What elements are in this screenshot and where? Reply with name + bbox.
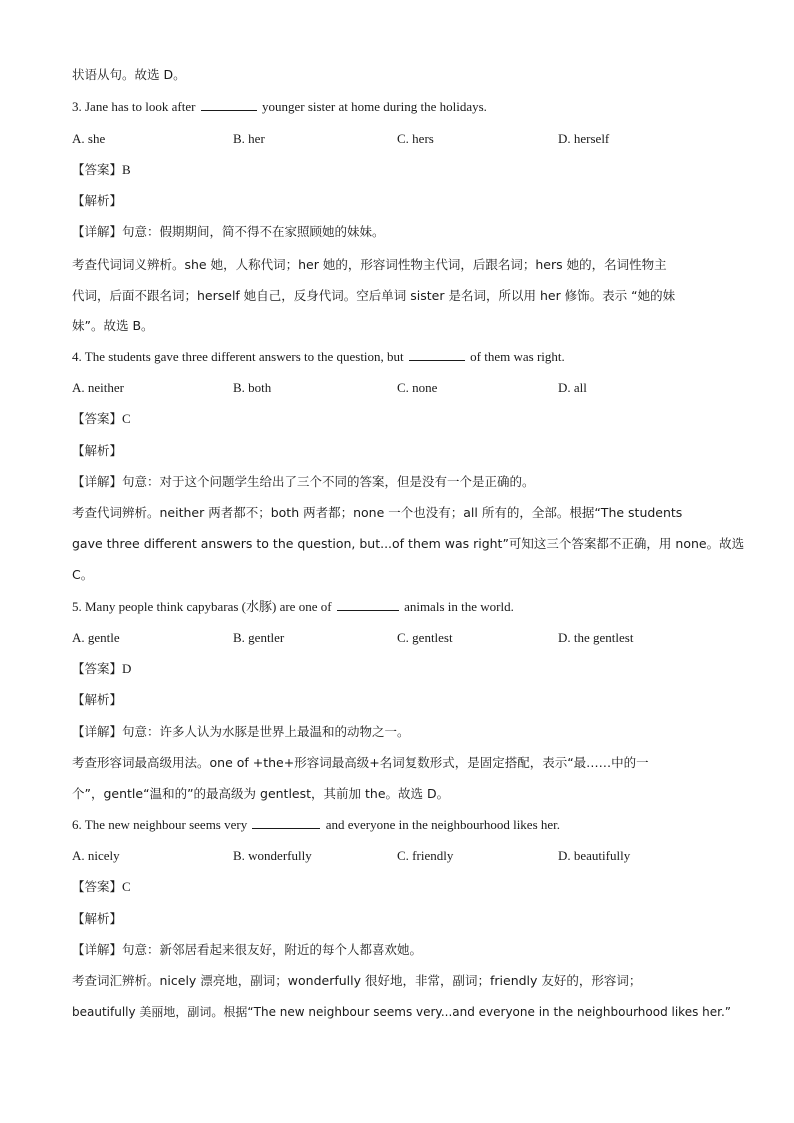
- intro-text: 状语从句。故选 D。: [72, 67, 186, 82]
- question-5-option-c: C. gentlest: [397, 630, 453, 645]
- question-3-option-c: C. hers: [397, 131, 434, 146]
- question-5-option-b: B. gentler: [233, 630, 285, 645]
- question-6-option-d: D. beautifully: [558, 848, 631, 863]
- question-6-analysis-tag: 【解析】: [72, 911, 123, 926]
- question-5-stem: 5. Many people think capybaras (水豚) are one of animals in the world.: [72, 599, 514, 614]
- answer-blank: [337, 598, 399, 611]
- question-5-explain-1: 考查形容词最高级用法。one of +the+形容词最高级+名词复数形式，是固定搭配，表示“最……中的一: [72, 755, 649, 770]
- question-6-answer: 【答案】C: [72, 879, 131, 894]
- answer-blank: [252, 816, 320, 829]
- question-4-explain-1: 考查代词辨析。neither 两者都不；both 两者都；none 一个也没有；all 所有的，全部。根据“The students: [72, 505, 683, 520]
- question-4-explain-3: C。: [72, 567, 94, 582]
- question-5-answer: 【答案】D: [72, 661, 132, 676]
- question-3-detail: 【详解】句意：假期期间，简不得不在家照顾她的妹妹。: [72, 224, 385, 239]
- question-5-explain-2: 个”，gentle“温和的”的最高级为 gentlest，其前加 the。故选 D。: [72, 786, 450, 801]
- question-4-option-c: C. none: [397, 380, 438, 395]
- question-5-option-d: D. the gentlest: [558, 630, 634, 645]
- question-5-detail: 【详解】句意：许多人认为水豚是世界上最温和的动物之一。: [72, 724, 410, 739]
- question-6-option-c: C. friendly: [397, 848, 454, 863]
- question-3-explain-2: 代词，后面不跟名词；herself 她自己，反身代词。空后单词 sister 是名词，所以用 her 修饰。表示 “她的妹: [72, 288, 676, 303]
- question-6-option-b: B. wonderfully: [233, 848, 312, 863]
- question-3-option-b: B. her: [233, 131, 265, 146]
- question-6-explain-2: beautifully 美丽地，副词。根据“The new neighbour seems very...and everyone in the neighbourhood likes her.”: [72, 1005, 732, 1019]
- answer-blank: [409, 348, 465, 361]
- question-5-option-a: A. gentle: [72, 630, 120, 645]
- question-4-stem: 4. The students gave three different answers to the question, but of them was right.: [72, 349, 565, 364]
- question-6-stem: 6. The new neighbour seems very and everyone in the neighbourhood likes her.: [72, 817, 561, 832]
- question-4-analysis-tag: 【解析】: [72, 443, 123, 458]
- question-3-option-d: D. herself: [558, 131, 610, 146]
- question-3-answer: 【答案】B: [72, 162, 131, 177]
- question-6-explain-1: 考查词汇辨析。nicely 漂亮地，副词；wonderfully 很好地，非常，副词；friendly 友好的，形容词；: [72, 973, 642, 988]
- question-4-option-d: D. all: [558, 380, 587, 395]
- question-6-detail: 【详解】句意：新邻居看起来很友好，附近的每个人都喜欢她。: [72, 942, 423, 957]
- question-3-option-a: A. she: [72, 131, 106, 146]
- question-5-analysis-tag: 【解析】: [72, 692, 123, 707]
- question-3-analysis-tag: 【解析】: [72, 193, 123, 208]
- question-3-stem: 3. Jane has to look after younger sister at home during the holidays.: [72, 99, 487, 114]
- question-4-option-a: A. neither: [72, 380, 124, 395]
- question-4-detail: 【详解】句意：对于这个问题学生给出了三个不同的答案，但是没有一个是正确的。: [72, 474, 535, 489]
- question-6-option-a: A. nicely: [72, 848, 120, 863]
- question-4-answer: 【答案】C: [72, 411, 131, 426]
- answer-blank: [201, 98, 257, 111]
- question-4-option-b: B. both: [233, 380, 272, 395]
- question-4-explain-2: gave three different answers to the question, but...of them was right”可知这三个答案都不正确，用 none。故选: [72, 536, 745, 551]
- question-3-explain-1: 考查代词词义辨析。she 她，人称代词；her 她的，形容词性物主代词，后跟名词；hers 她的，名词性物主: [72, 257, 667, 272]
- question-3-explain-3: 妹”。故选 B。: [72, 318, 154, 333]
